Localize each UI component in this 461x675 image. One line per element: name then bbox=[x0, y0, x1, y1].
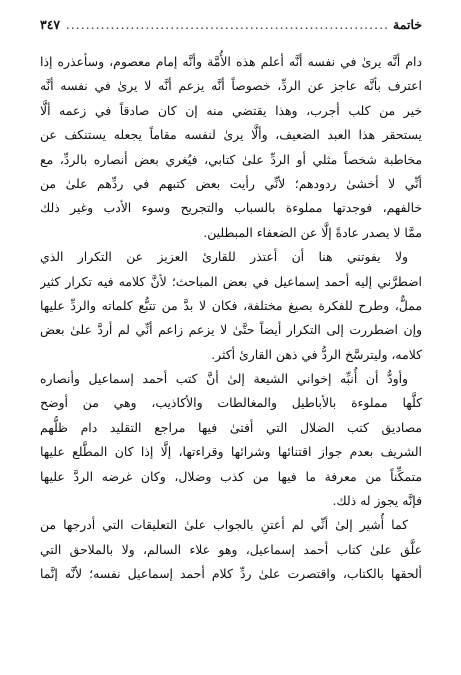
leader-dots bbox=[64, 14, 389, 36]
text-line: دام أنَّه يرىٰ في نفسه أنَّه أعلم هذه الأُمَّة وأنَّه إمام معصوم، وسأعذره إذا bbox=[40, 54, 422, 69]
text-line: اعترف بأنَّه عاجز عن الردِّ، خصوصاً أنَّه يزعم أنَّه لا يرىٰ في نفسه أنَّه bbox=[40, 78, 422, 94]
text-line: خالفهم، فوجدتها مملوءة بالسباب والتجريح وسوء الأدب وغير ذلك bbox=[40, 200, 422, 216]
paragraph-2 bbox=[40, 245, 422, 367]
paragraph-1 bbox=[40, 50, 422, 245]
text-line: فإنَّه يجوز له ذلك. bbox=[332, 493, 422, 509]
text-line: كما أُشير إلىٰ أنِّي لم أعتنِ بالجواب علىٰ التعليقات التي أدرجها من bbox=[40, 517, 408, 533]
text-line: مملٌّ، وطرح للفكرة بصيغ مختلفة، فكان لا بدَّ من تتبُّع كلماته والردِّ عليها bbox=[40, 297, 422, 313]
paragraph-4 bbox=[40, 513, 422, 586]
text-line: اضطرَّني إليه أحمد إسماعيل في بعض المباحث؛ لأنَّ كلامه فيه تكرار كثير bbox=[40, 273, 422, 289]
text-line: مصاديق كتب الضلال التي أفتىٰ فيها مراجع التقليد دام ظلُّهم bbox=[40, 419, 422, 435]
text-line: كلَّها مملوءة بالأباطيل والمغالطات والأكاذيب، وهي من أوضح bbox=[40, 395, 422, 411]
paragraph-3 bbox=[40, 367, 422, 513]
text-line: ألحقها بالكتاب، واقتصرت علىٰ ردِّ كلام أحمد إسماعيل نفسه؛ لأنَّه إنَّما bbox=[40, 566, 422, 582]
page-number: ٣٤٧ bbox=[40, 17, 61, 32]
text-line: وإن اضطررت إلى التكرار أيضاً حتَّىٰ لا يزعم زاعم أنِّي لم أردَّ علىٰ بعض bbox=[40, 322, 422, 338]
text-line: مخاطبة شخصاً مثلي أو الردِّ علىٰ كتابي، فيُغري بعض أنصاره بالردِّ، مع bbox=[40, 151, 422, 167]
chapter-title: خاتمة bbox=[393, 17, 422, 32]
document-page bbox=[40, 14, 422, 664]
text-line: علَّق علىٰ كتاب أحمد إسماعيل، وهو علاء السالم، ولا بالملاحق التي bbox=[40, 541, 422, 557]
running-header bbox=[40, 14, 422, 36]
text-line: خير من كلب أجرب، وهذا يقتضي منه إن كان صادقاً في زعمه ألَّا bbox=[40, 102, 422, 118]
text-line: وأودُّ أن أُنبِّه إخواني الشيعة إلىٰ أنَّ كتب أحمد إسماعيل وأنصاره bbox=[40, 371, 408, 387]
text-line: يستحقر هذا العبد الضعيف، وألَّا يرىٰ لنفسه مقاماً يجعله يستنكف عن bbox=[40, 127, 422, 143]
text-line: كلامه، وليترسَّخ الردُّ في ذهن القارئ أكثر. bbox=[211, 346, 422, 362]
text-line: ممَّا لا يصدر عادةً إلَّا عن الضعفاء المبطلين. bbox=[203, 224, 422, 240]
text-line: أنِّي لا أخشىٰ ردودهم؛ لأنِّي رأيت بعض كتبهم في ردِّهم علىٰ من bbox=[40, 175, 422, 191]
text-line: الشريف بعدم جواز اقتنائها وشرائها وقراءتها، إلَّا إذا كان المطَّلع عليها bbox=[40, 444, 422, 460]
text-line: متمكِّناً من معرفة ما فيها من كذب وضلال، وكان غرضه الردَّ عليها bbox=[40, 468, 422, 484]
body-text bbox=[40, 50, 422, 587]
text-line: ولا يفوتني هنا أن أعتذر للقارئ العزيز عن التكرار الذي bbox=[40, 249, 408, 265]
